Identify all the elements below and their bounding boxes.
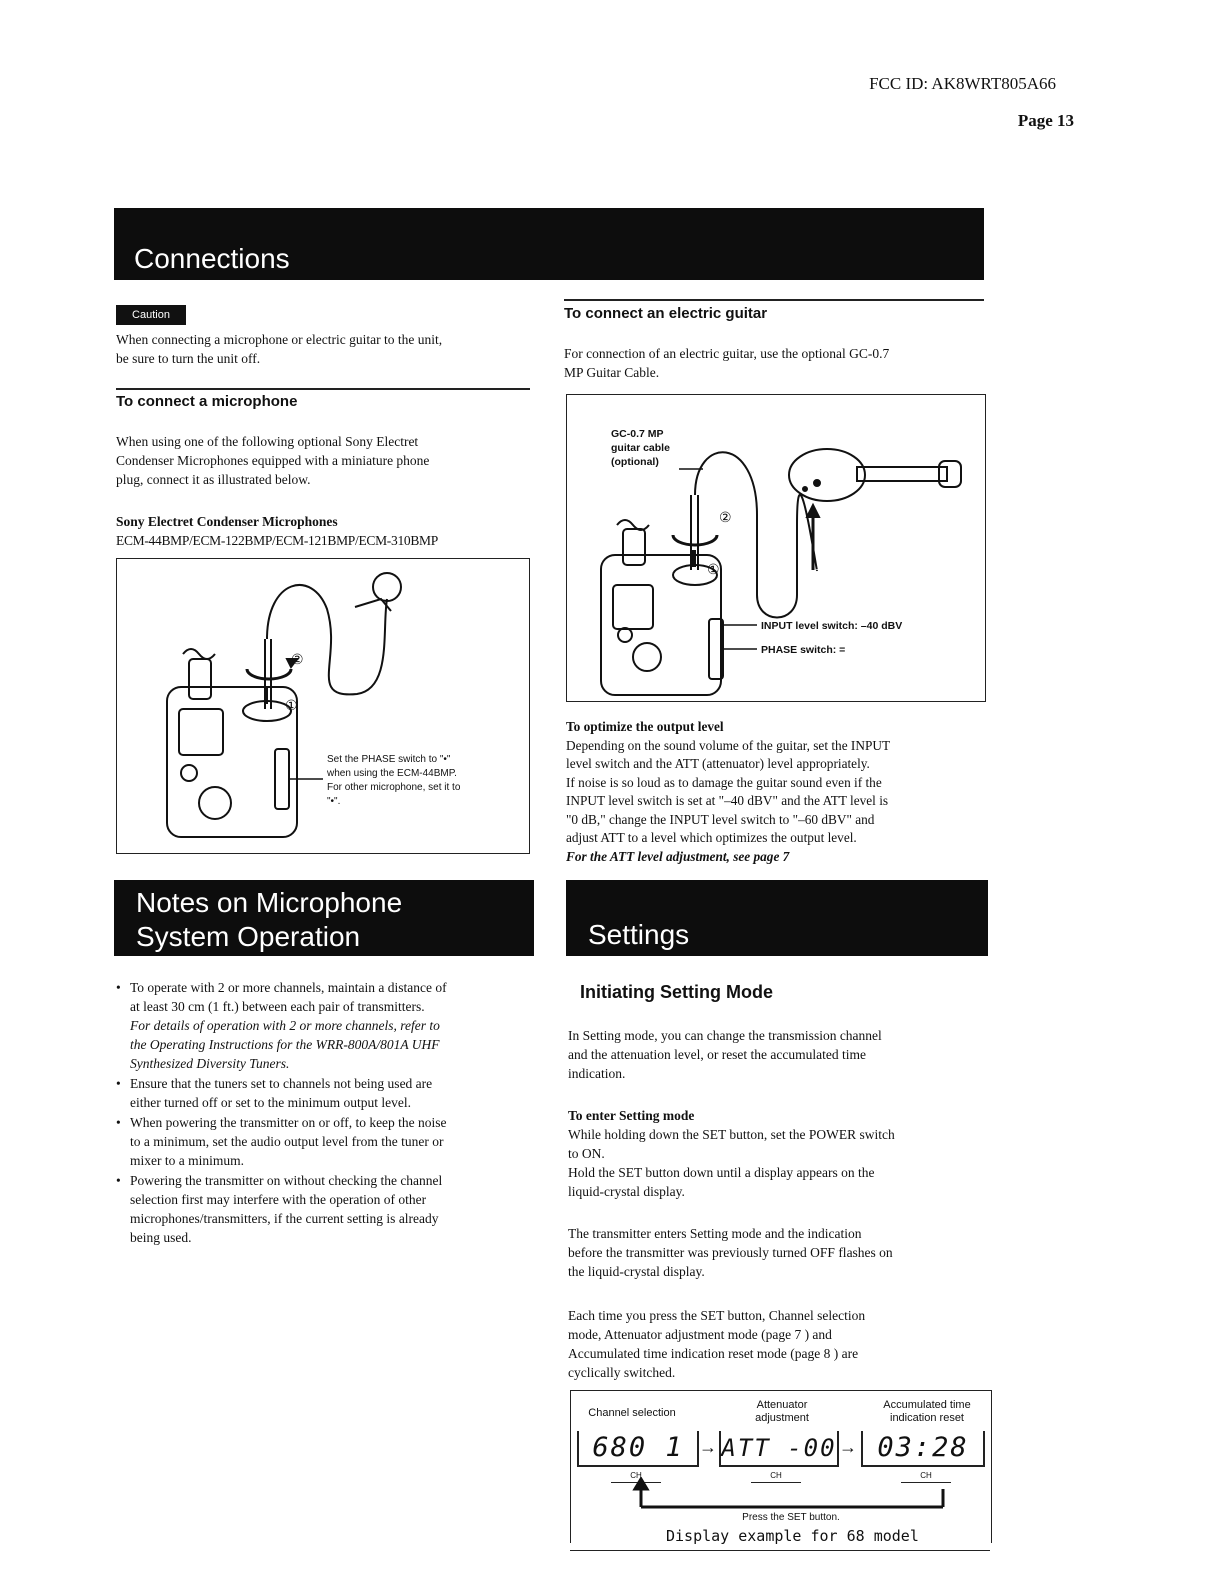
- optimize-page-ref: For the ATT level adjustment, see page 7: [566, 848, 790, 864]
- settings-line: and the attenuation level, or reset the accumulated time: [568, 1047, 867, 1062]
- optimize-line: Depending on the sound volume of the guitar, set the INPUT: [566, 737, 891, 753]
- settings-line: While holding down the SET button, set the POWER switch: [568, 1127, 895, 1142]
- settings-line: indication.: [568, 1066, 626, 1081]
- optimize-section: [566, 718, 990, 866]
- ch-label: CH: [901, 1469, 951, 1483]
- settings-line: cyclically switched.: [568, 1365, 676, 1380]
- note-line: to a minimum, set the audio output level from the tuner or: [130, 1134, 444, 1149]
- note-line: either turned off or set to the minimum output level.: [130, 1095, 411, 1110]
- notes-banner: [114, 880, 534, 956]
- optimize-line: adjust ATT to a level which optimizes the output level.: [566, 830, 857, 845]
- note-line: the Operating Instructions for the WRR-800A/801A UHF: [130, 1037, 440, 1052]
- note-line: at least 30 cm (1 ft.) between each pair of transmitters.: [130, 999, 425, 1014]
- settings-line: Hold the SET button down until a display appears on the: [568, 1165, 875, 1180]
- note-line: • When powering the transmitter on or off, to keep the noise: [130, 1115, 447, 1130]
- settings-line: The transmitter enters Setting mode and the indication: [568, 1226, 862, 1241]
- divider: [116, 388, 530, 390]
- mic-heading: To connect a microphone: [116, 393, 298, 410]
- lcd-accumulated: 03:28: [861, 1431, 985, 1467]
- step-1-marker: ①: [285, 697, 298, 713]
- label-line: adjustment: [755, 1412, 809, 1424]
- set-button-cycle: [568, 1306, 988, 1382]
- label-channel-selection: Channel selection: [588, 1407, 676, 1419]
- note-line: being used.: [130, 1230, 192, 1245]
- settings-subheading: Initiating Setting Mode: [580, 982, 773, 1002]
- display-diagram: [570, 1390, 992, 1543]
- note-item: [116, 1171, 540, 1247]
- label-accumulated: [867, 1399, 987, 1425]
- ch-label: CH: [751, 1469, 801, 1483]
- note-line: Synthesized Diversity Tuners.: [130, 1056, 290, 1071]
- phase-callout-line: "•".: [327, 796, 341, 807]
- guitar-heading: To connect an electric guitar: [564, 305, 768, 322]
- connections-title: Connections: [134, 243, 290, 274]
- guitar-illustration: [566, 394, 986, 702]
- label-line: Accumulated time: [883, 1399, 971, 1411]
- optimize-line: If noise is so loud as to damage the guitar sound even if the: [566, 774, 882, 790]
- note-item: [116, 978, 540, 1073]
- settings-line: before the transmitter was previously turned OFF flashes on: [568, 1245, 893, 1260]
- note-line: • Ensure that the tuners set to channels not being used are: [130, 1076, 433, 1091]
- step-2-marker: ②: [719, 509, 732, 525]
- mic-illustration: [116, 558, 530, 854]
- phase-switch-label: PHASE switch: =: [761, 644, 846, 656]
- notes-title-line1: Notes on Microphone: [136, 887, 403, 918]
- lcd-attenuator: ATT -00: [719, 1431, 839, 1467]
- mic-body-line: Condenser Microphones equipped with a miniature phone: [116, 453, 430, 468]
- note-line: mixer to a minimum.: [130, 1153, 244, 1168]
- optimize-line: "0 dB," change the INPUT level switch to "–60 dBV" and: [566, 811, 875, 827]
- label-attenuator: [727, 1399, 837, 1425]
- ch-label: CH: [611, 1469, 661, 1483]
- step-1-marker: ①: [707, 561, 720, 577]
- optimize-line: level switch and the ATT (attenuator) level appropriately.: [566, 756, 870, 771]
- press-set-caption: Press the SET button.: [742, 1512, 840, 1523]
- enter-setting-title: To enter Setting mode: [568, 1108, 695, 1123]
- display-footer: Display example for 68 model: [660, 1527, 925, 1545]
- caution-badge: Caution: [116, 305, 186, 325]
- arrow-right-icon: →: [839, 1437, 857, 1457]
- arrow-right-icon: →: [699, 1437, 717, 1457]
- settings-line: to ON.: [568, 1146, 605, 1161]
- label-line: indication reset: [890, 1412, 964, 1424]
- mic-list-models: ECM-44BMP/ECM-122BMP/ECM-121BMP/ECM-310BMP: [116, 533, 438, 548]
- note-line: • Powering the transmitter on without checking the channel: [130, 1173, 443, 1188]
- lcd-channel: 680 1: [577, 1431, 699, 1467]
- optimize-title: To optimize the output level: [566, 719, 724, 734]
- notes-list: [116, 978, 540, 1248]
- optimize-line: INPUT level switch is set at "–40 dBV" and the ATT level is: [566, 793, 889, 808]
- settings-intro: [568, 1026, 988, 1083]
- mic-list: [116, 512, 546, 550]
- divider: [564, 299, 984, 301]
- settings-line: Accumulated time indication reset mode (page 8 ) are: [568, 1346, 859, 1361]
- note-line: selection first may interfere with the operation of other: [130, 1192, 427, 1207]
- page-number: Page 13: [1017, 111, 1074, 130]
- guitar-body-line: For connection of an electric guitar, use the optional GC-0.7: [564, 346, 890, 361]
- mic-list-title: Sony Electret Condenser Microphones: [116, 514, 338, 529]
- connections-banner: [114, 208, 984, 280]
- guitar-body-line: MP Guitar Cable.: [564, 365, 660, 380]
- caution-line: When connecting a microphone or electric guitar to the unit,: [116, 332, 443, 347]
- label-line: Attenuator: [756, 1399, 808, 1411]
- cable-label-line: GC-0.7 MP: [611, 428, 664, 440]
- note-line: • To operate with 2 or more channels, maintain a distance of: [130, 980, 447, 995]
- note-line: microphones/transmitters, if the current setting is already: [130, 1211, 439, 1226]
- notes-title-line2: System Operation: [136, 921, 361, 952]
- mic-connection-drawing: [117, 559, 529, 853]
- cable-label-line: (optional): [611, 456, 659, 468]
- settings-line: mode, Attenuator adjustment mode (page 7 ) and: [568, 1327, 832, 1342]
- mic-body-line: When using one of the following optional Sony Electret: [116, 434, 419, 449]
- phase-callout-line: when using the ECM-44BMP.: [327, 768, 457, 779]
- note-item: [116, 1074, 540, 1112]
- input-level-label: INPUT level switch: –40 dBV: [761, 620, 903, 632]
- note-item: [116, 1113, 540, 1170]
- step-2-marker: ②: [291, 651, 304, 667]
- phase-callout-line: Set the PHASE switch to "•": [327, 754, 451, 765]
- mic-body-line: plug, connect it as illustrated below.: [116, 472, 311, 487]
- caution-line: be sure to turn the unit off.: [116, 351, 261, 366]
- phase-callout-line: For other microphone, set it to: [327, 782, 461, 793]
- settings-line: In Setting mode, you can change the transmission channel: [568, 1028, 882, 1043]
- mic-body: [116, 432, 536, 489]
- settings-title: Settings: [588, 919, 690, 950]
- phase-callout: [327, 753, 460, 809]
- settings-line: Each time you press the SET button, Channel selection: [568, 1308, 866, 1323]
- cable-label-line: guitar cable: [611, 442, 670, 454]
- caution-text: [116, 330, 536, 368]
- fcc-id: FCC ID: AK8WRT805A66: [869, 74, 1056, 93]
- settings-line: the liquid-crystal display.: [568, 1264, 705, 1279]
- setting-mode-flash: [568, 1224, 988, 1281]
- guitar-body: [564, 344, 984, 382]
- settings-line: liquid-crystal display.: [568, 1184, 685, 1199]
- enter-setting-mode: [568, 1106, 988, 1201]
- settings-banner: [566, 880, 988, 956]
- note-line: For details of operation with 2 or more channels, refer to: [130, 1018, 440, 1033]
- cable-label: [611, 427, 670, 469]
